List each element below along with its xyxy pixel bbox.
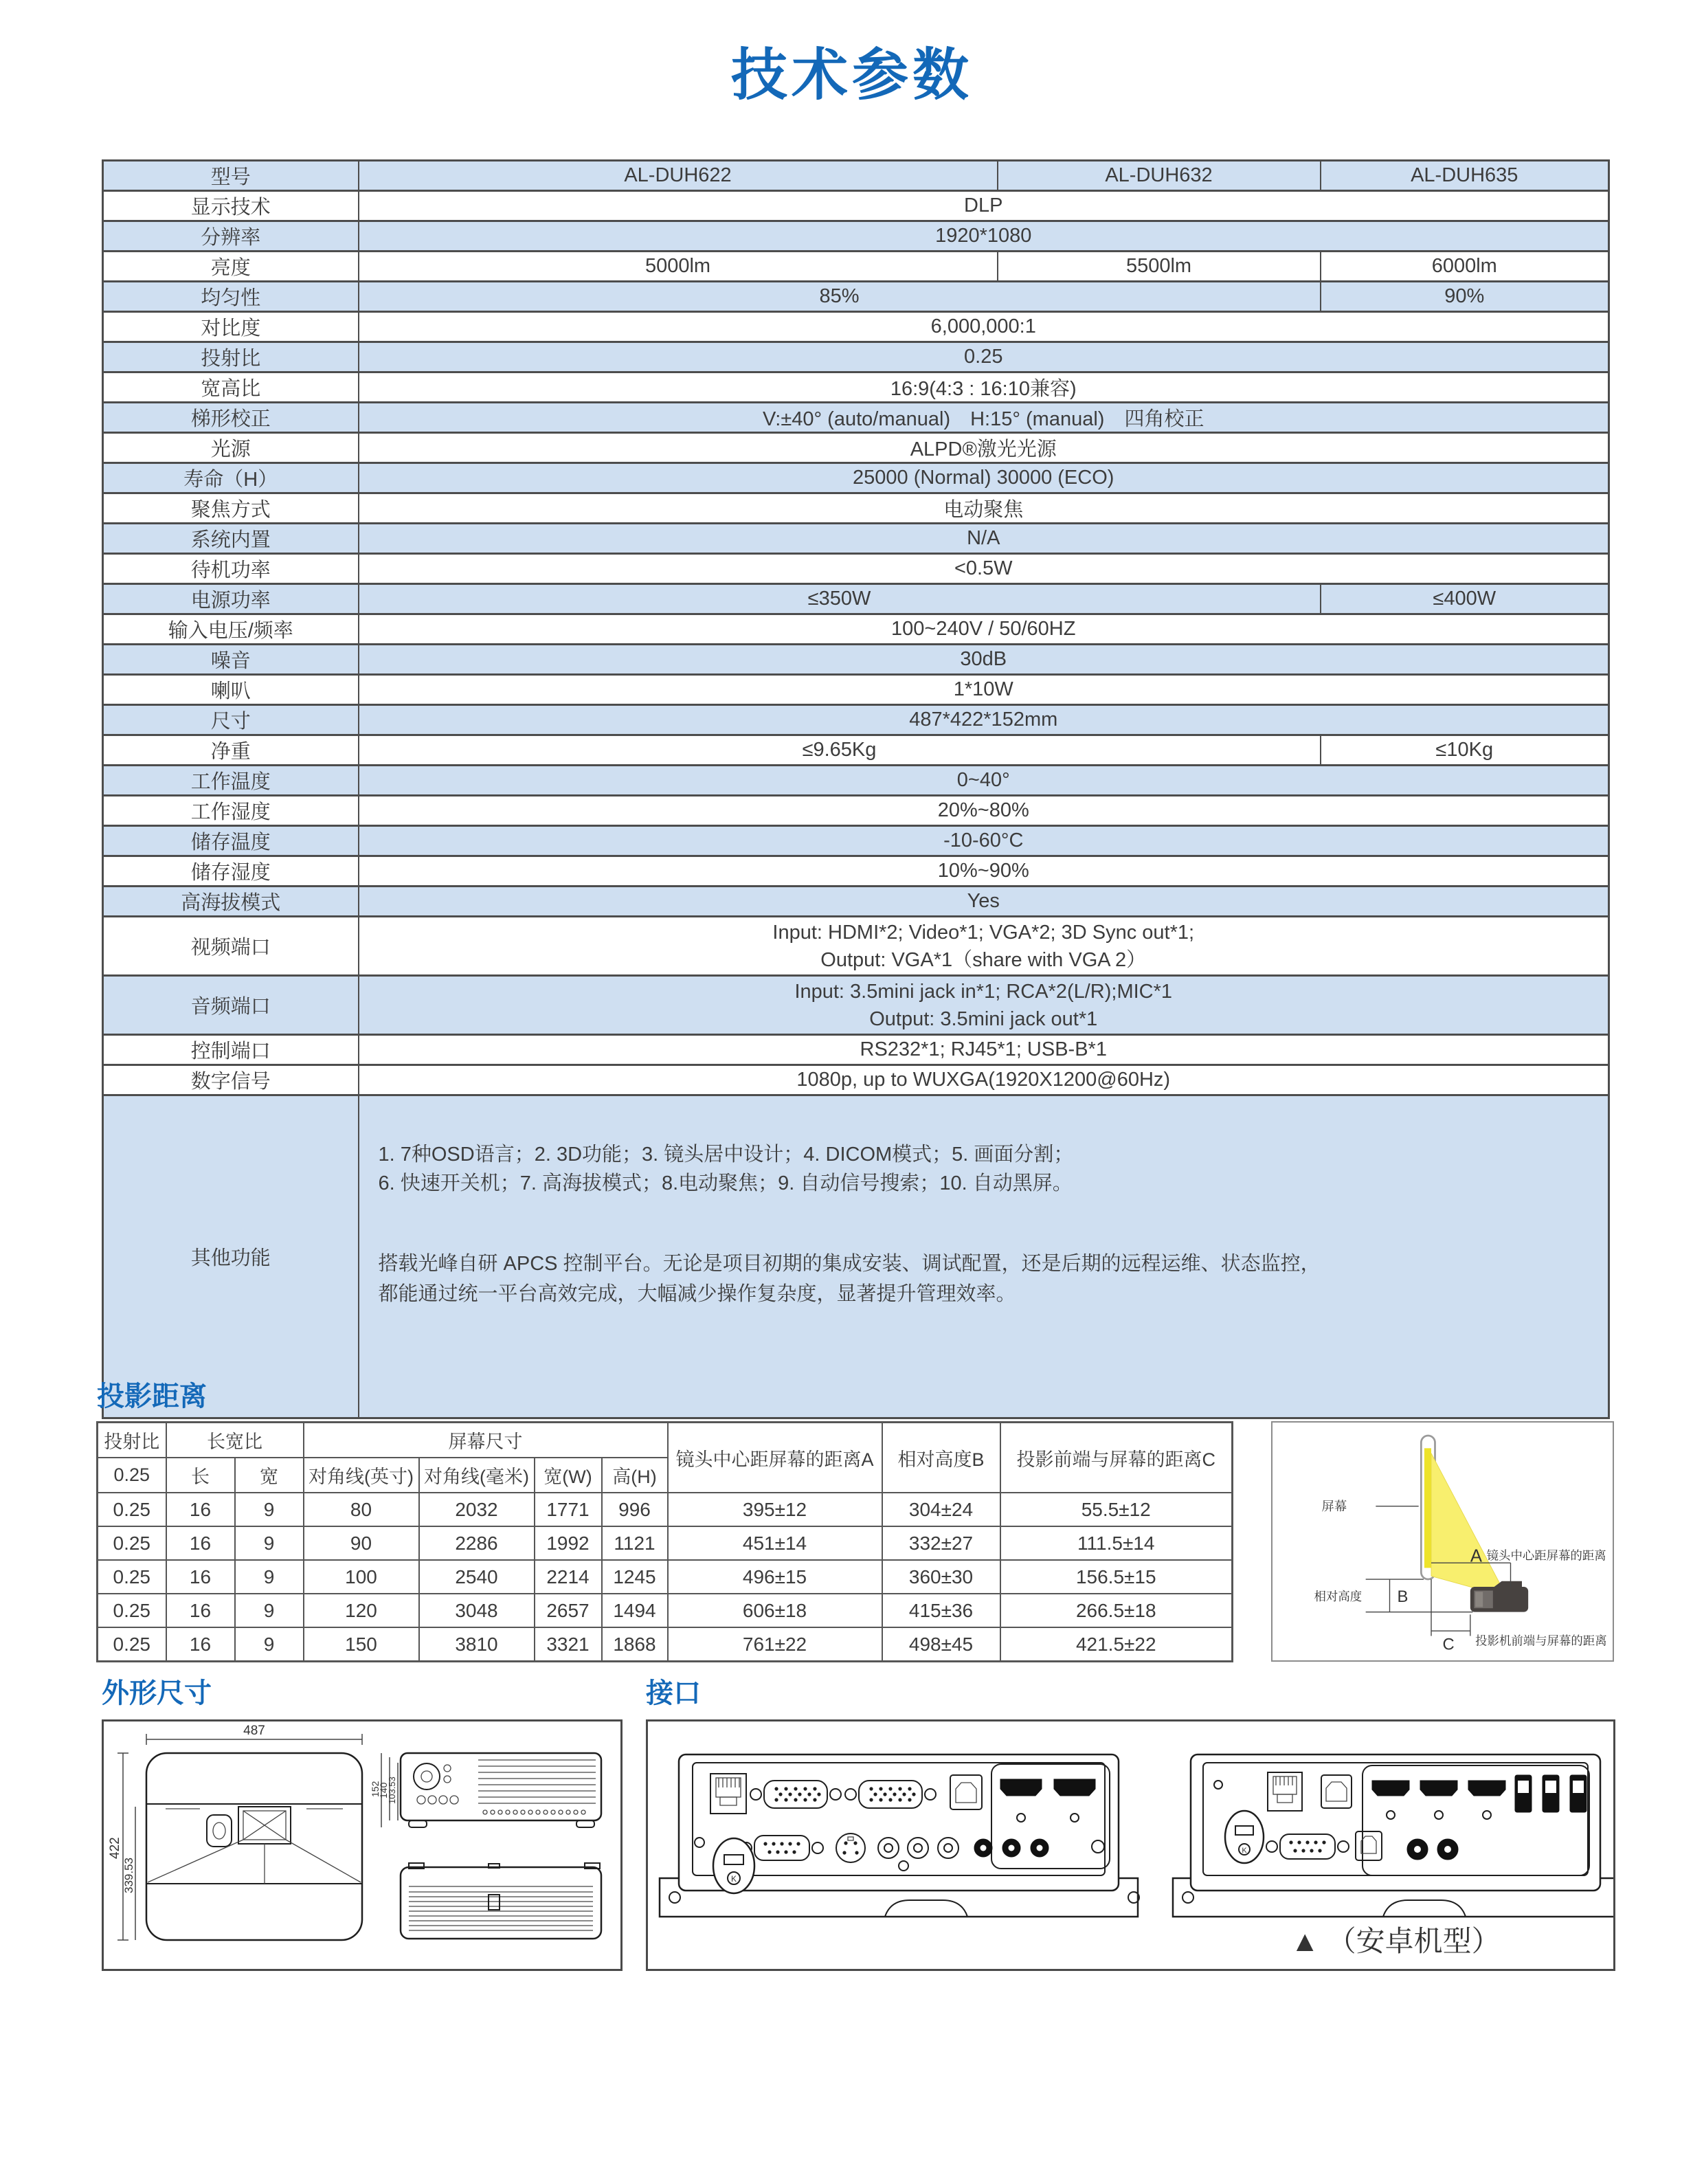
spec-label: 显示技术 <box>103 191 359 221</box>
svg-text:422: 422 <box>108 1837 122 1859</box>
hdmi-port-icon <box>1468 1781 1505 1796</box>
spec-value: 0~40° <box>359 766 1609 796</box>
spec-value: RS232*1; RJ45*1; USB-B*1 <box>359 1035 1609 1065</box>
spec-row <box>103 645 1609 675</box>
spec-value: ≤350W <box>359 584 1321 614</box>
spec-label: 控制端口 <box>103 1035 359 1065</box>
dim-c-letter: C <box>1442 1635 1455 1654</box>
spec-row <box>103 282 1609 312</box>
proj-cell: 55.5±12 <box>1000 1493 1233 1526</box>
side-view-dimensions <box>370 1753 398 1827</box>
proj-cell: 360±30 <box>882 1560 1000 1594</box>
spec-label: 尺寸 <box>103 705 359 735</box>
spec-value: Input: 3.5mini jack in*1; RCA*2(L/R);MIC*1 Output: 3.5mini jack out*1 <box>359 976 1609 1035</box>
proj-cell: 0.25 <box>98 1493 166 1526</box>
proj-row <box>98 1627 1233 1662</box>
proj-cell: 606±18 <box>668 1594 882 1627</box>
proj-header-b: 相对高度B <box>882 1423 1000 1493</box>
spec-label: 聚焦方式 <box>103 493 359 524</box>
proj-cell: 9 <box>235 1594 304 1627</box>
spec-value: AL-DUH635 <box>1321 161 1609 191</box>
dim-a-letter: A <box>1470 1546 1482 1566</box>
proj-cell: 304±24 <box>882 1493 1000 1526</box>
spec-value: 电动聚焦 <box>359 493 1609 524</box>
svg-text:103.53: 103.53 <box>387 1776 397 1804</box>
spec-row <box>103 1065 1609 1095</box>
spec-row <box>103 1035 1609 1065</box>
proj-subheader-cell: 0.25 <box>98 1458 166 1493</box>
proj-cell: 3810 <box>419 1627 535 1662</box>
spec-row <box>103 705 1609 735</box>
proj-cell: 80 <box>304 1493 419 1526</box>
proj-subheader-cell: 对角线(毫米) <box>419 1458 535 1493</box>
spec-value: ≤10Kg <box>1321 735 1609 766</box>
proj-header-a: 镜头中心距屏幕的距离A <box>668 1423 882 1493</box>
proj-cell: 0.25 <box>98 1560 166 1594</box>
proj-subheader-cell: 长 <box>166 1458 235 1493</box>
proj-cell: 0.25 <box>98 1594 166 1627</box>
dimensions-title: 外形尺寸 <box>102 1678 212 1708</box>
spec-value: ≤400W <box>1321 584 1609 614</box>
page-title: 技术参数 <box>730 44 973 107</box>
port-panel-android <box>1173 1754 1613 1917</box>
proj-cell: 395±12 <box>668 1493 882 1526</box>
dim-a-label: 镜头中心距屏幕的距离 <box>1486 1548 1606 1563</box>
spec-value: N/A <box>359 524 1609 554</box>
proj-cell: 266.5±18 <box>1000 1594 1233 1627</box>
spec-label: 视频端口 <box>103 917 359 976</box>
proj-cell: 9 <box>235 1627 304 1662</box>
kensington-lock-icon <box>713 1838 754 1893</box>
spec-label: 寿命（H） <box>103 463 359 493</box>
spec-row <box>103 856 1609 887</box>
spec-value: 100~240V / 50/60HZ <box>359 614 1609 645</box>
proj-cell: 1868 <box>602 1627 668 1662</box>
spec-label: 工作温度 <box>103 766 359 796</box>
spec-value: 6,000,000:1 <box>359 312 1609 342</box>
front-view-drawing <box>401 1863 601 1939</box>
proj-row <box>98 1526 1233 1560</box>
spec-row <box>103 312 1609 342</box>
interfaces-box <box>646 1719 1615 1971</box>
proj-cell: 9 <box>235 1526 304 1560</box>
spec-row <box>103 403 1609 433</box>
proj-cell: 1494 <box>602 1594 668 1627</box>
android-model-caption: ▲ （安卓机型） <box>1290 1925 1501 1957</box>
proj-cell: 996 <box>602 1493 668 1526</box>
spec-row <box>103 675 1609 705</box>
interfaces-title: 接口 <box>646 1678 701 1708</box>
proj-cell: 1121 <box>602 1526 668 1560</box>
spec-value: 0.25 <box>359 342 1609 372</box>
spec-label: 光源 <box>103 433 359 463</box>
spec-value: 30dB <box>359 645 1609 675</box>
proj-subheader-cell: 宽 <box>235 1458 304 1493</box>
side-view-drawing <box>401 1753 601 1827</box>
spec-row <box>103 614 1609 645</box>
spec-label: 噪音 <box>103 645 359 675</box>
top-view-drawing <box>146 1753 362 1940</box>
spec-value: 1920*1080 <box>359 221 1609 252</box>
proj-cell: 761±22 <box>668 1627 882 1662</box>
spec-value: Input: HDMI*2; Video*1; VGA*2; 3D Sync out*1; Output: VGA*1（share with VGA 2） <box>359 917 1609 976</box>
hdmi-port-icon <box>1420 1781 1457 1796</box>
spec-label: 喇叭 <box>103 675 359 705</box>
proj-cell: 2657 <box>535 1594 602 1627</box>
spec-value: Yes <box>359 887 1609 917</box>
spec-value: 6000lm <box>1321 252 1609 282</box>
spec-label: 输入电压/频率 <box>103 614 359 645</box>
proj-cell: 120 <box>304 1594 419 1627</box>
spec-value: 16:9(4:3 : 16:10兼容) <box>359 372 1609 403</box>
proj-cell: 9 <box>235 1560 304 1594</box>
spec-row <box>103 342 1609 372</box>
spec-row <box>103 766 1609 796</box>
proj-cell: 1992 <box>535 1526 602 1560</box>
projection-table <box>96 1421 1233 1662</box>
proj-cell: 451±14 <box>668 1526 882 1560</box>
spec-value: 85% <box>359 282 1321 312</box>
proj-subheader-cell: 对角线(英寸) <box>304 1458 419 1493</box>
proj-subheader-cell: 高(H) <box>602 1458 668 1493</box>
spec-value: AL-DUH622 <box>359 161 998 191</box>
spec-label: 宽高比 <box>103 372 359 403</box>
proj-cell: 0.25 <box>98 1526 166 1560</box>
spec-row <box>103 887 1609 917</box>
proj-cell: 9 <box>235 1493 304 1526</box>
spec-value: V:±40° (auto/manual) H:15° (manual) 四角校正 <box>359 403 1609 433</box>
proj-cell: 16 <box>166 1560 235 1594</box>
spec-label: 工作湿度 <box>103 796 359 826</box>
spec-row <box>103 826 1609 856</box>
proj-subheader-cell: 宽(W) <box>535 1458 602 1493</box>
spec-value: 1*10W <box>359 675 1609 705</box>
hdmi-port-icon <box>1054 1779 1095 1796</box>
rca-port-icon <box>974 1839 1049 1857</box>
proj-row <box>98 1594 1233 1627</box>
spec-label: 亮度 <box>103 252 359 282</box>
projection-diagram <box>1271 1421 1614 1662</box>
spec-value: 5000lm <box>359 252 998 282</box>
proj-cell: 498±45 <box>882 1627 1000 1662</box>
svg-text:487: 487 <box>243 1724 265 1738</box>
spec-row <box>103 433 1609 463</box>
spec-label: 高海拔模式 <box>103 887 359 917</box>
svg-text:152: 152 <box>370 1781 381 1797</box>
spec-row <box>103 252 1609 282</box>
spec-row <box>103 584 1609 614</box>
spec-value: 487*422*152mm <box>359 705 1609 735</box>
spec-row <box>103 796 1609 826</box>
proj-cell: 90 <box>304 1526 419 1560</box>
proj-cell: 496±15 <box>668 1560 882 1594</box>
spec-label: 梯形校正 <box>103 403 359 433</box>
projection-title: 投影距离 <box>97 1381 207 1412</box>
spec-row <box>103 1095 1609 1418</box>
kensington-lock-icon <box>1225 1811 1264 1863</box>
spec-label: 数字信号 <box>103 1065 359 1095</box>
proj-cell: 16 <box>166 1594 235 1627</box>
spec-row <box>103 161 1609 191</box>
proj-cell: 415±36 <box>882 1594 1000 1627</box>
light-beam <box>1431 1453 1507 1597</box>
proj-cell: 2032 <box>419 1493 535 1526</box>
proj-cell: 1771 <box>535 1493 602 1526</box>
proj-cell: 421.5±22 <box>1000 1627 1233 1662</box>
spec-row <box>103 917 1609 976</box>
proj-cell: 150 <box>304 1627 419 1662</box>
spec-value: 5500lm <box>998 252 1321 282</box>
spec-label: 音频端口 <box>103 976 359 1035</box>
screen-label: 屏幕 <box>1321 1499 1347 1514</box>
dim-c-label: 投影机前端与屏幕的距离 <box>1475 1634 1607 1648</box>
proj-cell: 3321 <box>535 1627 602 1662</box>
proj-cell: 1245 <box>602 1560 668 1594</box>
spec-value: 10%~90% <box>359 856 1609 887</box>
spec-row <box>103 493 1609 524</box>
proj-header-screen: 屏幕尺寸 <box>304 1423 668 1458</box>
proj-cell: 3048 <box>419 1594 535 1627</box>
spec-value: ≤9.65Kg <box>359 735 1321 766</box>
proj-cell: 2214 <box>535 1560 602 1594</box>
spec-label: 净重 <box>103 735 359 766</box>
spec-row <box>103 463 1609 493</box>
spec-row <box>103 191 1609 221</box>
proj-cell: 0.25 <box>98 1627 166 1662</box>
hdmi-port-icon <box>1372 1781 1409 1796</box>
proj-cell: 16 <box>166 1627 235 1662</box>
spec-value: 25000 (Normal) 30000 (ECO) <box>359 463 1609 493</box>
spec-value: 20%~80% <box>359 796 1609 826</box>
proj-cell: 16 <box>166 1493 235 1526</box>
spec-value: 1080p, up to WUXGA(1920X1200@60Hz) <box>359 1065 1609 1095</box>
spec-value: 90% <box>1321 282 1609 312</box>
proj-cell: 332±27 <box>882 1526 1000 1560</box>
spec-label: 储存温度 <box>103 826 359 856</box>
spec-value: -10-60°C <box>359 826 1609 856</box>
spec-label: 系统内置 <box>103 524 359 554</box>
spec-label: 型号 <box>103 161 359 191</box>
dimensions-box <box>102 1719 623 1971</box>
spec-label: 投射比 <box>103 342 359 372</box>
spec-row <box>103 524 1609 554</box>
spec-row <box>103 554 1609 584</box>
svg-text:339.53: 339.53 <box>122 1858 135 1893</box>
proj-cell: 16 <box>166 1526 235 1560</box>
proj-cell: 100 <box>304 1560 419 1594</box>
spec-value: 1. 7种OSD语言；2. 3D功能；3. 镜头居中设计；4. DICOM模式；5. 画面分割； 6. 快速开关机；7. 高海拔模式；8.电动聚焦；9. 自动信号搜索；10. 自动黑屏。 搭载光峰自研 APCS 控制平台。无论是项目初期的集成安装、调试配置，还是后期的远程运维、状态监控，都能通过统一平台高效完成，大幅减少操作复杂度，显著提升管理效率。 <box>359 1095 1609 1418</box>
proj-cell: 2286 <box>419 1526 535 1560</box>
dim-b-label: 相对高度 <box>1314 1590 1363 1604</box>
proj-header-row <box>98 1423 1233 1458</box>
svg-text:K: K <box>730 1874 737 1884</box>
proj-row <box>98 1493 1233 1526</box>
port-panel-standard <box>660 1754 1139 1917</box>
spec-label: 分辨率 <box>103 221 359 252</box>
proj-header-c: 投影前端与屏幕的距离C <box>1000 1423 1233 1493</box>
spec-label: 均匀性 <box>103 282 359 312</box>
spec-label: 其他功能 <box>103 1095 359 1418</box>
spec-value: ALPD®激光光源 <box>359 433 1609 463</box>
spec-row <box>103 735 1609 766</box>
dim-b-letter: B <box>1397 1587 1409 1606</box>
proj-header-aspect: 长宽比 <box>166 1423 304 1458</box>
spec-label: 储存湿度 <box>103 856 359 887</box>
svg-text:140: 140 <box>378 1782 389 1798</box>
spec-label: 待机功率 <box>103 554 359 584</box>
spec-value: <0.5W <box>359 554 1609 584</box>
spec-label: 对比度 <box>103 312 359 342</box>
proj-cell: 2540 <box>419 1560 535 1594</box>
spec-value: DLP <box>359 191 1609 221</box>
svg-text:K: K <box>1242 1847 1247 1855</box>
spec-table <box>102 159 1610 1419</box>
spec-row <box>103 372 1609 403</box>
proj-header-throw: 投射比 <box>98 1423 166 1458</box>
proj-row <box>98 1560 1233 1594</box>
proj-cell: 156.5±15 <box>1000 1560 1233 1594</box>
spec-row <box>103 976 1609 1035</box>
spec-row <box>103 221 1609 252</box>
usb-a-port-icon <box>1515 1775 1587 1812</box>
spec-value: AL-DUH632 <box>998 161 1321 191</box>
proj-cell: 111.5±14 <box>1000 1526 1233 1560</box>
spec-label: 电源功率 <box>103 584 359 614</box>
hdmi-port-icon <box>1000 1779 1042 1796</box>
